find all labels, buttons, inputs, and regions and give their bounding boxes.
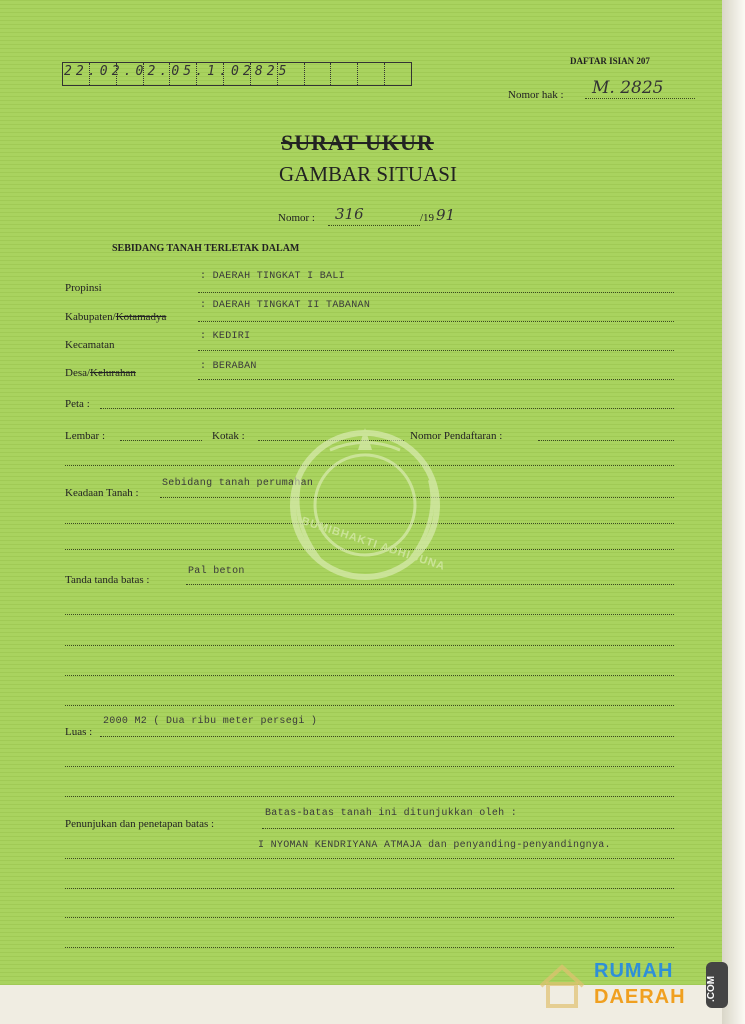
- nomor-pendaftaran-line: [538, 440, 674, 441]
- desa-line: [198, 379, 674, 380]
- nomor-value: 316: [335, 205, 364, 223]
- title-gambar-situasi: GAMBAR SITUASI: [279, 162, 457, 186]
- title-struck: SURAT UKUR: [281, 130, 434, 155]
- kabupaten-label: [65, 311, 166, 323]
- brand-name-top: RUMAH: [594, 960, 674, 982]
- kabupaten-line: [198, 321, 674, 322]
- emblem-text: BUMIBHAKTI ADHIGUNA: [299, 515, 447, 573]
- luas-line-3: [65, 796, 674, 797]
- luas-line-1: [100, 736, 674, 737]
- desa-value: : BERABAN: [200, 361, 257, 372]
- luas-value: 2000 M2 ( Dua ribu meter persegi ): [103, 716, 318, 727]
- nomor-pendaftaran-label: Nomor Pendaftaran :: [410, 430, 503, 442]
- nomor-label: Nomor :: [278, 212, 315, 224]
- desa-label-a: Desa/: [65, 367, 91, 379]
- peta-label: Peta :: [65, 398, 90, 410]
- penunjukan-line-4: [65, 917, 674, 918]
- tanda-line-5: [65, 705, 674, 706]
- luas-line-2: [65, 766, 674, 767]
- year-prefix: /19: [420, 212, 435, 224]
- tanda-line-2: [65, 614, 674, 615]
- brand-name-bottom: DAERAH: [594, 986, 686, 1008]
- tanda-label: Tanda tanda batas :: [65, 574, 150, 586]
- location-heading: SEBIDANG TANAH TERLETAK DALAM: [112, 243, 300, 254]
- propinsi-line: [198, 292, 674, 293]
- form-code: DAFTAR ISIAN 207: [570, 56, 650, 66]
- kabupaten-label-b: Kotamadya: [115, 311, 167, 323]
- nomor-hak-label: Nomor hak :: [508, 89, 564, 101]
- penunjukan-line-1: [262, 828, 674, 829]
- nomor-hak-value: M. 2825: [592, 78, 664, 98]
- nomor-line: [328, 225, 420, 226]
- propinsi-label: Propinsi: [65, 282, 102, 294]
- penunjukan-label: Penunjukan dan penetapan batas :: [65, 818, 215, 830]
- penunjukan-value-2: I NYOMAN KENDRIYANA ATMAJA dan penyanding-penyandingnya.: [258, 840, 611, 851]
- brand-suffix: .COM: [706, 975, 717, 1002]
- lembar-label: Lembar :: [65, 430, 106, 442]
- paper-edge: [722, 0, 745, 1024]
- kabupaten-label-a: Kabupaten/: [65, 311, 116, 323]
- year-value: 91: [436, 206, 456, 224]
- house-icon: [537, 962, 587, 1010]
- luas-label: Luas :: [65, 726, 93, 738]
- keadaan-value: Sebidang tanah perumahan: [162, 478, 314, 489]
- emblem-watermark: [270, 410, 460, 590]
- tanda-line-3: [65, 645, 674, 646]
- kabupaten-value: : DAERAH TINGKAT II TABANAN: [200, 300, 371, 311]
- kecamatan-label: Kecamatan: [65, 339, 115, 351]
- penunjukan-line-2: [65, 858, 674, 859]
- brand-suffix-badge: [706, 962, 728, 1008]
- peta-line: [100, 408, 674, 409]
- kecamatan-value: : KEDIRI: [200, 331, 251, 342]
- nomor-hak-line: [585, 98, 695, 99]
- tanda-value: Pal beton: [188, 566, 245, 577]
- kecamatan-line: [198, 350, 674, 351]
- desa-label-b: Kelurahan: [90, 367, 136, 379]
- tanda-line-4: [65, 675, 674, 676]
- kotak-label: Kotak :: [212, 430, 245, 442]
- nib-number: 22.02.02.05.1.02825: [64, 64, 291, 79]
- penunjukan-line-3: [65, 888, 674, 889]
- propinsi-value: : DAERAH TINGKAT I BALI: [200, 271, 345, 282]
- lembar-line: [120, 440, 202, 441]
- penunjukan-line-5: [65, 947, 674, 948]
- penunjukan-value-1: Batas-batas tanah ini ditunjukkan oleh :: [265, 808, 518, 819]
- desa-label: [65, 367, 136, 379]
- keadaan-label: Keadaan Tanah :: [65, 487, 139, 499]
